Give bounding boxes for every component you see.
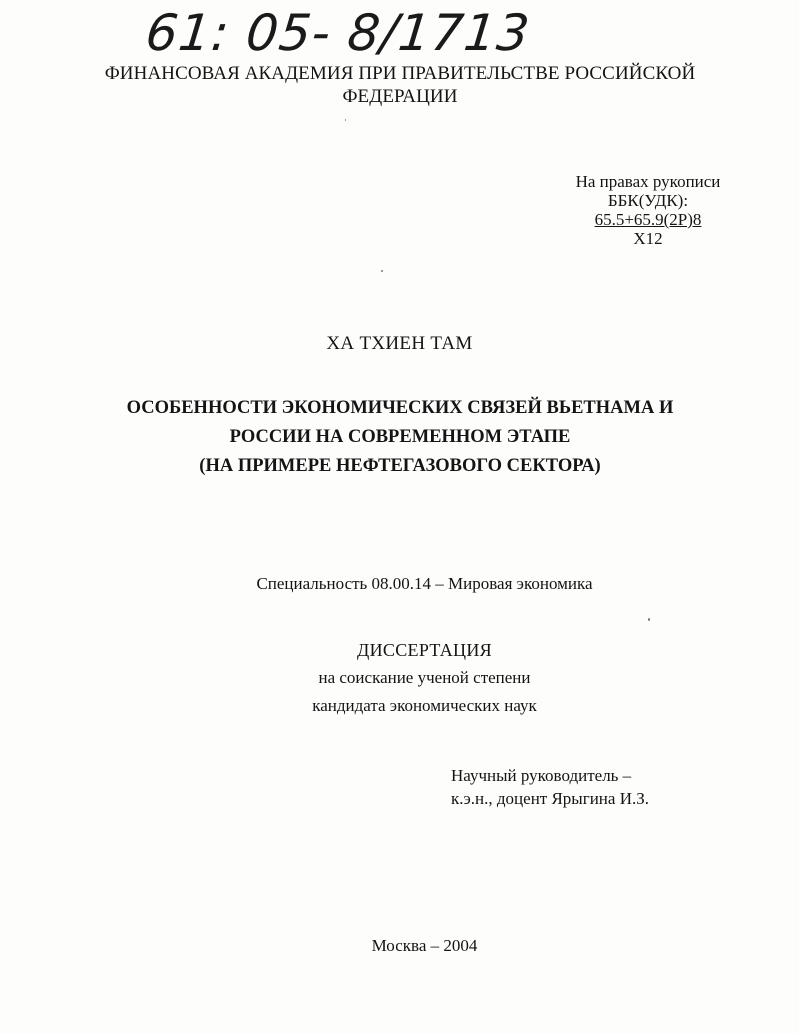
supervisor-block [451,764,649,810]
city-year: Москва – 2004 [371,936,478,955]
scan-speck [381,270,383,272]
bbk-code: 65.5+65.9(2Р)8 [594,210,702,229]
dissertation-heading: ДИССЕРТАЦИЯ [357,640,492,660]
scan-speck [345,119,346,121]
dissertation-title [60,394,740,481]
bbk-label: ББК(УДК): [607,191,689,210]
author-name: ХА ТХИЕН ТАМ [326,333,473,354]
library-index: Х12 [633,229,663,248]
institution-name [100,62,700,108]
dissertation-degree-block [0,636,799,720]
title-line-2: РОССИИ НА СОВРЕМЕННОМ ЭТАПЕ [229,427,571,447]
title-line-1: ОСОБЕННОСТИ ЭКОНОМИЧЕСКИХ СВЯЗЕЙ ВЬЕТНАМА И [126,398,674,418]
supervisor-name: к.э.н., доцент Ярыгина И.З. [451,789,649,808]
supervisor-label: Научный руководитель – [451,766,632,785]
scan-speck [648,618,650,621]
degree-line-1: на соискание ученой степени [318,668,531,687]
degree-line-2: кандидата экономических наук [312,696,537,715]
handwritten-archive-number: 61: 05- 8/1713 [142,4,533,62]
institution-line-1: ФИНАНСОВАЯ АКАДЕМИЯ ПРИ ПРАВИТЕЛЬСТВЕ РОССИЙСКОЙ [104,63,696,84]
institution-line-2: ФЕДЕРАЦИИ [342,86,458,107]
manuscript-rights-text: На правах рукописи [575,172,721,191]
specialty-line: Специальность 08.00.14 – Мировая экономика [256,574,593,593]
manuscript-rights-block [548,172,748,248]
title-line-3: (НА ПРИМЕРЕ НЕФТЕГАЗОВОГО СЕКТОРА) [199,456,601,476]
